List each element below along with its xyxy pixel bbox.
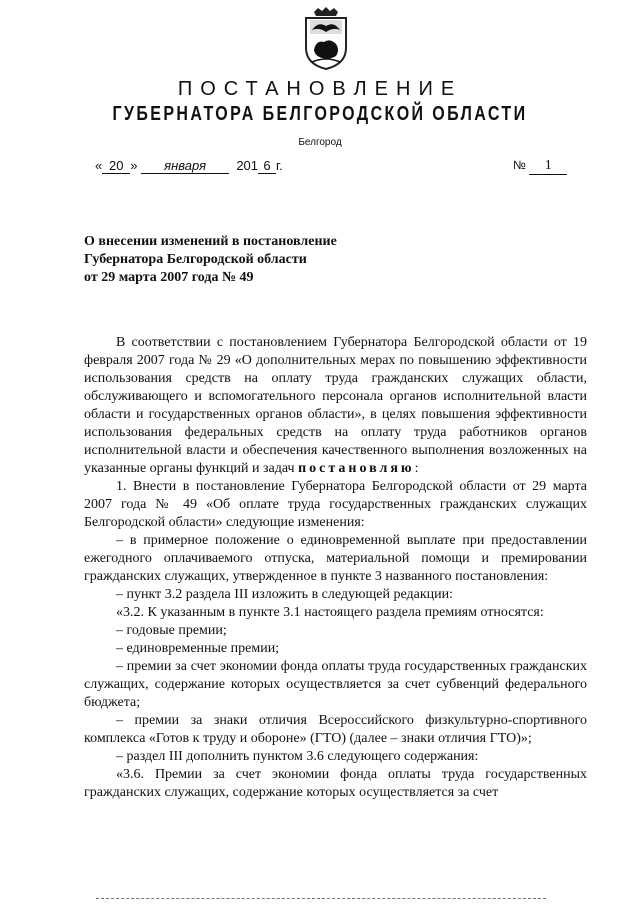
page-bottom-edge bbox=[96, 898, 546, 901]
item-amend-paragraph: – в примерное положение о единовременной выплате при предоставлении ежегодного оплачиваемого отпуска, материальной помощи и премировании гражданских служащих, утвержденное в пункте 3 названного постановления: bbox=[84, 533, 587, 584]
list-item: – годовые премии; bbox=[116, 623, 227, 638]
decree-keyword: постановляю bbox=[298, 461, 415, 476]
number-label: № bbox=[513, 158, 526, 172]
subject-line-1: О внесении изменений в постановление bbox=[84, 234, 337, 249]
document-subject bbox=[84, 233, 404, 287]
item-point-3-2: – пункт 3.2 раздела III изложить в следующей редакции: bbox=[116, 587, 454, 602]
item-section-3-add: – раздел III дополнить пунктом 3.6 следующего содержания: bbox=[116, 749, 479, 764]
date-year-prefix: 201 bbox=[236, 158, 259, 173]
date-day: 20 bbox=[102, 158, 130, 174]
date-year-end: г. bbox=[276, 158, 283, 173]
city-name: Белгород bbox=[298, 137, 342, 148]
coat-of-arms-icon bbox=[300, 6, 352, 70]
item-point-3-6-text: «3.6. Премии за счет экономии фонда оплаты труда государственных гражданских служащих, содержание которых осуществляется за счет bbox=[84, 767, 587, 800]
list-item: – премии за знаки отличия Всероссийского физкультурно-спортивного комплекса «Готов к труду и обороне» (ГТО) (далее – знаки отличия ГТО)»; bbox=[84, 713, 587, 746]
item-1-paragraph: 1. Внести в постановление Губернатора Белгородской области от 29 марта 2007 года № 49 «Об оплате труда государственных гражданских служащих Белгородской области» следующие изменения: bbox=[84, 479, 587, 530]
date-close-quote: » bbox=[130, 158, 138, 173]
list-item: – премии за счет экономии фонда оплаты труда государственных гражданских служащих, содержание которых осуществляется за счет субвенций федерального бюджета; bbox=[84, 659, 587, 710]
date-open-quote: « bbox=[95, 158, 103, 173]
date-month: января bbox=[141, 158, 229, 174]
subject-line-2: Губернатора Белгородской области bbox=[84, 252, 307, 267]
issuer-title: ГУБЕРНАТОРА БЕЛГОРОДСКОЙ ОБЛАСТИ bbox=[112, 103, 528, 125]
item-point-3-2-text: «3.2. К указанным в пункте 3.1 настоящего раздела премиям относятся: bbox=[116, 605, 544, 620]
number-value: 1 bbox=[529, 158, 567, 175]
document-date bbox=[95, 158, 283, 174]
preamble-colon: : bbox=[414, 461, 419, 476]
subject-line-3: от 29 марта 2007 года № 49 bbox=[84, 270, 254, 285]
list-item: – единовременные премии; bbox=[116, 641, 280, 656]
document-body bbox=[84, 334, 587, 802]
document-number bbox=[513, 158, 567, 175]
preamble-paragraph bbox=[84, 334, 587, 478]
preamble-text: В соответствии с постановлением Губернатора Белгородской области от 19 февраля 2007 года № 29 «О дополнительных мерах по повышению эффективности использования средств на оплату труда гражданских служащих области, обслуживающего и вспомогательного персонала органов исполнительной власти области и государственных органов области», в целях повышения эффективности использования федеральных средств на оплату труда работников органов исполнительной власти и обеспечения качественного выполнения возложенных на указанные органы функций и задач bbox=[84, 335, 587, 476]
document-type: ПОСТАНОВЛЕНИЕ bbox=[177, 78, 463, 100]
date-year-suffix: 6 bbox=[258, 158, 276, 174]
